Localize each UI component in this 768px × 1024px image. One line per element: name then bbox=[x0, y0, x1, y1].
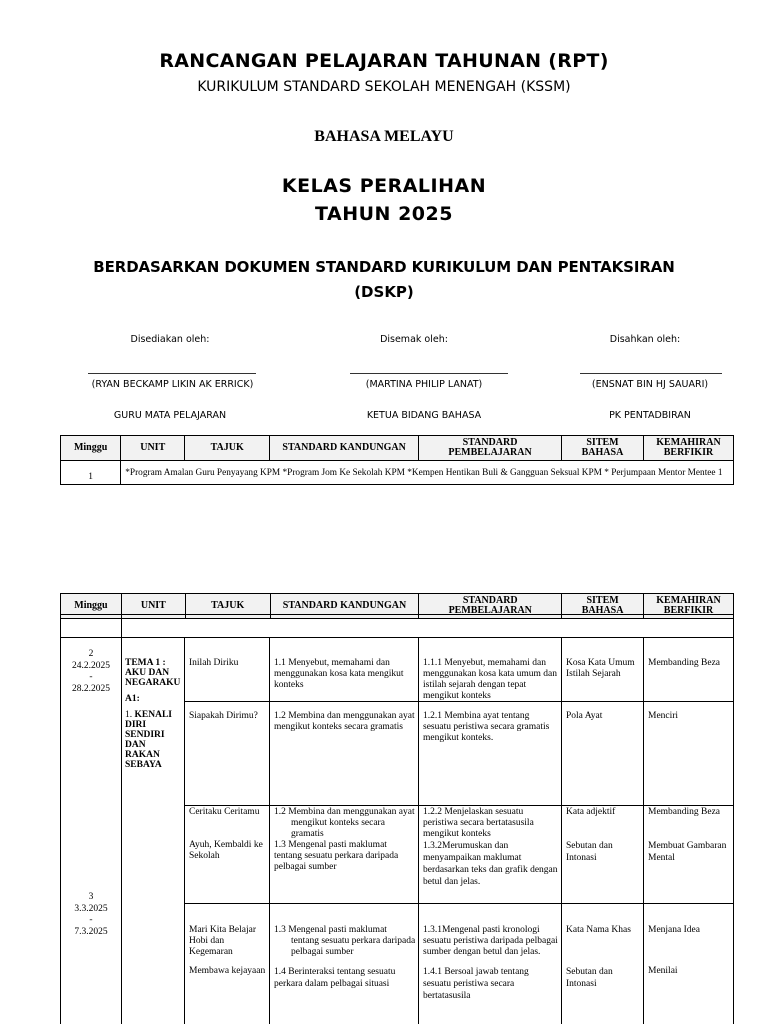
signature-line bbox=[580, 373, 722, 374]
header-sistem-bahasa: SITEM BAHASA bbox=[562, 594, 644, 619]
row-divider bbox=[60, 637, 734, 638]
row-5-tajuk: Mari Kita Belajar Hobi dan Kegemaran bbox=[189, 925, 257, 957]
topic-line-4: DAN bbox=[125, 740, 146, 750]
topic-line-5: RAKAN bbox=[125, 750, 160, 760]
header-minggu: Minggu bbox=[61, 436, 121, 461]
class-name: KELAS PERALIHAN bbox=[281, 175, 487, 197]
basis-line-1: BERDASARKAN DOKUMEN STANDARD KURIKULUM DAN PENTAKSIRAN bbox=[93, 258, 675, 276]
header-tajuk: TAJUK bbox=[185, 436, 270, 461]
header-sistem-bahasa: SITEM BAHASA bbox=[562, 436, 644, 461]
approved-by-position: PK PENTADBIRAN bbox=[609, 410, 691, 421]
week-start-date: 24.2.2025 bbox=[72, 660, 110, 671]
header-standard-pembelajaran: STANDARD PEMBELAJARAN bbox=[419, 594, 562, 619]
topic-line-3: SENDIRI bbox=[125, 730, 165, 740]
row-2-standard-pembelajaran: 1.2.1 Membina ayat tentang sesuatu peristiwa secara gramatis mengikut konteks. bbox=[423, 711, 550, 743]
row-2-standard-kandungan: 1.2 Membina dan menggunakan ayat mengikut konteks secara gramatis bbox=[274, 711, 415, 732]
signature-line bbox=[88, 373, 256, 374]
row-6-tajuk: Membawa kejayaan bbox=[189, 966, 266, 976]
reviewed-by-position: KETUA BIDANG BAHASA bbox=[366, 410, 482, 421]
header-minggu: Minggu bbox=[61, 594, 122, 619]
theme-label: TEMA 1 : bbox=[125, 658, 166, 668]
col-divider bbox=[643, 637, 644, 1024]
year-label: TAHUN 2025 bbox=[315, 203, 453, 225]
col-divider bbox=[733, 614, 734, 1024]
header-unit: UNIT bbox=[121, 594, 185, 619]
row-5-standard-kandungan: 1.3 Mengenal pasti maklumat tentang sesuatu perkara daripada pelbagai sumber bbox=[274, 925, 416, 957]
row-2-sistem-bahasa: Pola Ayat bbox=[566, 711, 603, 721]
row-divider bbox=[184, 805, 734, 806]
signature-line bbox=[350, 373, 508, 374]
week-date-separator: - bbox=[89, 915, 93, 925]
prepared-by-position: GURU MATA PELAJARAN bbox=[113, 410, 227, 421]
rpt-table-week1 bbox=[60, 435, 734, 485]
row-1-tajuk: Inilah Diriku bbox=[189, 658, 239, 668]
row-4-sistem-bahasa: Sebutan dan Intonasi bbox=[566, 841, 613, 863]
row-1-standard-pembelajaran: 1.1.1 Menyebut, memahami dan menggunakan kosa kata umum dan istilah sejarah dengan tepat mengikut konteks bbox=[423, 658, 558, 701]
topic-line-2: DIRI bbox=[125, 720, 147, 730]
week-end-date: 7.3.2025 bbox=[74, 926, 108, 937]
week-start-date: 3.3.2025 bbox=[74, 903, 108, 914]
subject-name: BAHASA MELAYU bbox=[314, 128, 454, 145]
week-number: 2 bbox=[88, 649, 94, 659]
row-4-standard-kandungan: 1.3 Mengenal pasti maklumat tentang sesuatu perkara daripada pelbagai sumber bbox=[274, 840, 399, 872]
topic-line-6: SEBAYA bbox=[125, 760, 162, 770]
row-1-sistem-bahasa: Kosa Kata Umum Istilah Sejarah bbox=[566, 658, 635, 679]
row-divider bbox=[184, 903, 734, 904]
row-3-kemahiran-berfikir: Membanding Beza bbox=[648, 807, 721, 817]
row-1-kemahiran-berfikir: Membanding Beza bbox=[648, 658, 721, 668]
topic-line-1: KENALI bbox=[134, 710, 172, 720]
header-standard-kandungan: STANDARD KANDUNGAN bbox=[270, 436, 419, 461]
week-2-dates bbox=[61, 649, 121, 695]
col-divider bbox=[184, 637, 185, 1024]
row-5-standard-pembelajaran: 1.3.1Mengenal pasti kronologi sesuatu peristiwa daripada pelbagai sumber dengan betul dan jelas. bbox=[423, 925, 558, 957]
reviewed-by-name: (MARTINA PHILIP LANAT) bbox=[365, 379, 483, 390]
row-3-tajuk: Ceritaku Ceritamu bbox=[189, 807, 260, 817]
row-3-standard-pembelajaran: 1.2.2 Menjelaskan sesuatu peristiwa secara bertatasusila mengikut konteks bbox=[423, 807, 534, 839]
document-subtitle: KURIKULUM STANDARD SEKOLAH MENENGAH (KSSM) bbox=[197, 79, 571, 95]
header-standard-kandungan: STANDARD KANDUNGAN bbox=[270, 594, 419, 619]
row-1-standard-kandungan: 1.1 Menyebut, memahami dan menggunakan kosa kata mengikut konteks bbox=[274, 658, 404, 690]
approved-by-name: (ENSNAT BIN HJ SAUARI) bbox=[591, 379, 709, 390]
document-title: RANCANGAN PELAJARAN TAHUNAN (RPT) bbox=[159, 50, 609, 72]
row-divider bbox=[60, 614, 734, 615]
header-kemahiran-berfikir: KEMAHIRAN BERFIKIR bbox=[644, 594, 734, 619]
row-2-kemahiran-berfikir: Menciri bbox=[648, 711, 679, 721]
week-number: 3 bbox=[88, 892, 94, 902]
row-5-sistem-bahasa: Kata Nama Khas bbox=[566, 925, 631, 935]
col-divider bbox=[269, 637, 270, 1024]
header-tajuk: TAJUK bbox=[185, 594, 270, 619]
header-kemahiran-berfikir: KEMAHIRAN BERFIKIR bbox=[643, 436, 733, 461]
week-3-dates bbox=[61, 892, 121, 938]
week-date-separator: - bbox=[89, 672, 93, 682]
header-standard-pembelajaran: STANDARD PEMBELAJARAN bbox=[419, 436, 562, 461]
unit-theme bbox=[125, 658, 183, 770]
topic-number: 1. bbox=[125, 710, 133, 720]
prepared-by-label: Disediakan oleh: bbox=[130, 334, 210, 345]
reviewed-by-label: Disemak oleh: bbox=[380, 334, 448, 345]
week-number: 1 bbox=[61, 461, 121, 485]
row-4-tajuk: Ayuh, Kembaldi ke Sekolah bbox=[189, 840, 263, 861]
topic-number-line bbox=[125, 710, 183, 720]
row-6-kemahiran-berfikir: Menilai bbox=[648, 966, 678, 976]
col-divider bbox=[418, 637, 419, 1024]
col-divider bbox=[121, 614, 122, 1024]
week-end-date: 28.2.2025 bbox=[72, 683, 110, 694]
row-4-kemahiran-berfikir: Membuat Gambaran Mental bbox=[648, 841, 727, 863]
unit-code: A1: bbox=[125, 694, 140, 704]
basis-line-2: (DSKP) bbox=[354, 283, 414, 301]
row-3-standard-kandungan: 1.2 Membina dan menggunakan ayat mengikut konteks secara gramatis bbox=[274, 807, 415, 839]
row-6-sistem-bahasa: Sebutan dan Intonasi bbox=[566, 967, 613, 989]
row-3-sistem-bahasa: Kata adjektif bbox=[566, 807, 616, 817]
program-list: *Program Amalan Guru Penyayang KPM *Program Jom Ke Sekolah KPM *Kempen Hentikan Buli & Gangguan Seksual KPM * Perjumpaan Mentor Mentee 1 bbox=[121, 461, 734, 485]
row-6-standard-kandungan: 1.4 Berinteraksi tentang sesuatu perkara dalam pelbagai situasi bbox=[274, 967, 396, 989]
row-4-standard-pembelajaran: 1.3.2Merumuskan dan menyampaikan maklumat berdasarkan teks dan grafik dengan betul dan jelas. bbox=[423, 841, 558, 887]
row-2-tajuk: Siapakah Dirimu? bbox=[189, 711, 258, 721]
row-6-standard-pembelajaran: 1.4.1 Bersoal jawab tentang sesuatu peristiwa secara bertatasusila bbox=[423, 967, 529, 1001]
approved-by-label: Disahkan oleh: bbox=[609, 334, 681, 345]
col-divider bbox=[561, 637, 562, 1024]
header-unit: UNIT bbox=[121, 436, 185, 461]
prepared-by-name: (RYAN BECKAMP LIKIN AK ERRICK) bbox=[91, 379, 254, 390]
theme-name-line-2: NEGARAKU bbox=[125, 678, 181, 688]
table-header-row bbox=[60, 593, 734, 619]
row-5-kemahiran-berfikir: Menjana Idea bbox=[648, 925, 700, 935]
theme-name-line-1: AKU DAN bbox=[125, 668, 170, 678]
